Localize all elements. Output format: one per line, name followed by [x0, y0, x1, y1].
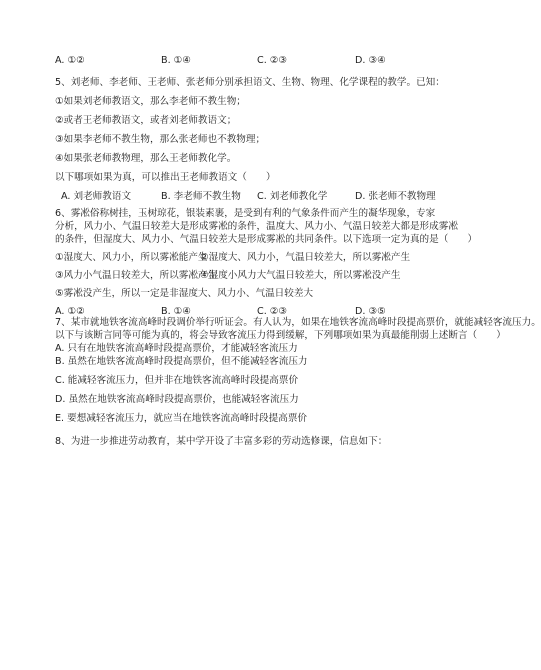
q5-option-d[interactable]: D. 张老师不教物理: [355, 191, 436, 202]
q6-stem-line-3: 的条件，但湿度大、风力小、气温日较差大是形成雾凇的共同条件。以下选项一定为真的是（ ）: [55, 234, 478, 245]
q5-stem: 5、刘老师、李老师、王老师、张老师分别承担语文、生物、物理、化学课程的教学。已知：: [55, 77, 445, 88]
q6-statement-5: ⑤雾凇没产生，所以一定是非湿度大、风力小、气温日较差大: [55, 288, 314, 299]
q7-option-a[interactable]: A. 只有在地铁客流高峰时段提高票价，才能减轻客流压力: [55, 343, 298, 354]
q6-option-c[interactable]: C. ②③: [257, 306, 287, 317]
q5-condition-2: ②或者王老师教语文，或者刘老师教语文；: [55, 115, 237, 126]
q6-option-b[interactable]: B. ①④: [161, 306, 191, 317]
q6-stem-line-1: 6、雾凇俗称树挂，玉树琼花，银装素裹，是受到有利的气象条件而产生的凝华现象，专家: [55, 208, 436, 219]
q5-condition-3: ③如果李老师不教生物，那么张老师也不教物理；: [55, 134, 266, 145]
q6-option-d[interactable]: D. ③⑤: [355, 306, 386, 317]
q5-condition-4: ④如果张老师教物理，那么王老师教化学。: [55, 153, 237, 164]
q6-option-a[interactable]: A. ①②: [55, 306, 85, 317]
q4-option-d[interactable]: D. ③④: [355, 55, 386, 66]
q5-question: 以下哪项如果为真，可以推出王老师教语文（ ）: [55, 172, 276, 183]
q7-option-e[interactable]: E. 要想减轻客流压力，就应当在地铁客流高峰时段提高票价: [55, 413, 308, 424]
q4-option-c[interactable]: C. ②③: [257, 55, 287, 66]
q7-option-c[interactable]: C. 能减轻客流压力，但并非在地铁客流高峰时段提高票价: [55, 375, 299, 386]
q5-option-a[interactable]: A. 刘老师教语文: [61, 191, 132, 202]
q6-statement-2: ②湿度大、风力小，气温日较差大，所以雾凇产生: [200, 252, 411, 263]
q7-stem-line-2: 以下与该断言同等可能为真的，将会导致客流压力得到缓解，下列哪项如果为真最能削弱上述断言（ ）: [55, 330, 506, 341]
q5-option-c[interactable]: C. 刘老师教化学: [257, 191, 328, 202]
q5-options: [55, 192, 445, 204]
q7-stem-line-1: 7、某市就地铁客流高峰时段调价举行听证会。有人认为，如果在地铁客流高峰时段提高票价，就能减轻客流压力。: [55, 317, 541, 328]
q4-options: [55, 56, 445, 68]
q5-option-b[interactable]: B. 李老师不教生物: [161, 191, 241, 202]
q8-stem: 8、为进一步推进劳动教育，某中学开设了丰富多彩的劳动选修课，信息如下：: [55, 436, 388, 447]
q7-option-d[interactable]: D. 虽然在地铁客流高峰时段提高票价，也能减轻客流压力: [55, 394, 299, 405]
q7-option-b[interactable]: B. 虽然在地铁客流高峰时段提高票价，但不能减轻客流压力: [55, 356, 308, 367]
q6-stem-line-2: 分析，风力小、气温日较差大是形成雾凇的条件，温度大、风力小、气温日较差大都是形成雾凇: [55, 221, 458, 232]
q6-statement-4: ④湿度小风力大气温日较差大，所以雾凇没产生: [200, 270, 401, 281]
q4-option-b[interactable]: B. ①④: [161, 55, 191, 66]
q4-option-a[interactable]: A. ①②: [55, 55, 85, 66]
q6-statement-1: ①湿度大、风力小，所以雾凇能产生: [55, 252, 208, 263]
q5-condition-1: ①如果刘老师教语文，那么李老师不教生物；: [55, 96, 246, 107]
q6-statement-3: ③风力小气温日较差大，所以雾凇产生: [55, 270, 218, 281]
